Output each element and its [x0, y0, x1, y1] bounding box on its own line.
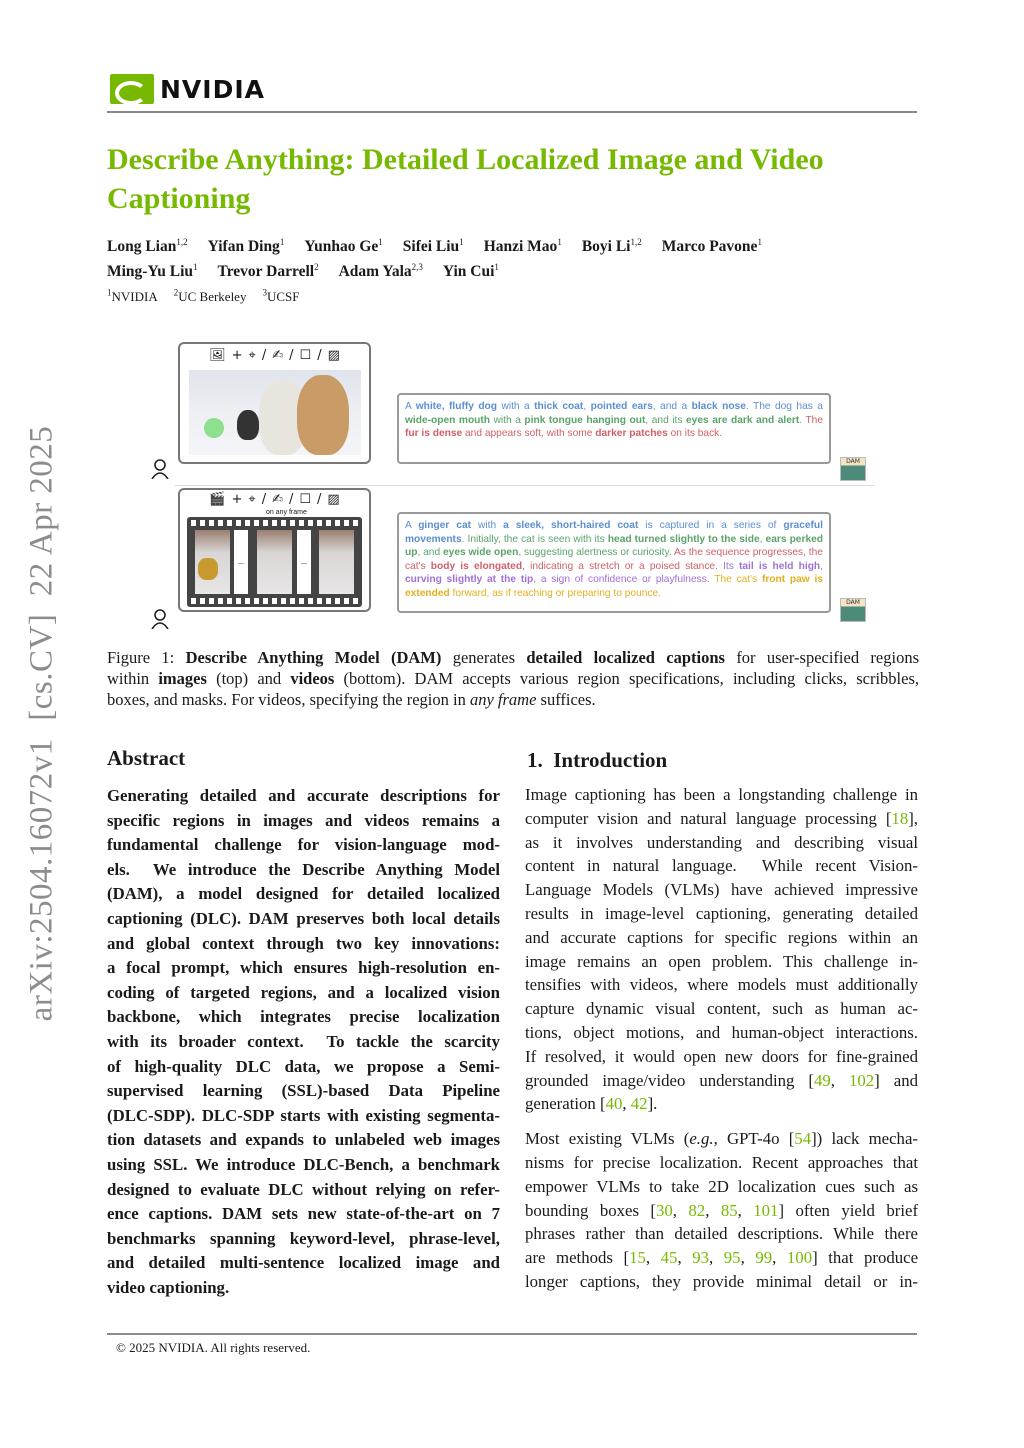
bold-text: detailed localized captions [526, 648, 725, 667]
text: suffices. [536, 690, 596, 709]
text-line [525, 1069, 918, 1093]
text: empower VLMs to take 2D localization cues such as [525, 1176, 918, 1196]
text-line [525, 1021, 918, 1045]
text: , [772, 1248, 787, 1268]
text: , [737, 1200, 754, 1220]
text-line [107, 784, 500, 809]
text: , GPT-4o [ [713, 1129, 795, 1149]
authors-row [107, 262, 519, 281]
author-affiliation-mark: 1 [459, 237, 464, 247]
affiliation-number: 2 [173, 288, 179, 298]
citation-link[interactable]: 54 [794, 1129, 812, 1149]
text-line [107, 689, 919, 710]
film-holes [191, 598, 358, 604]
text-line [525, 902, 918, 926]
caption-segment: with a [490, 414, 525, 426]
text: bounding boxes [ [525, 1200, 656, 1220]
caption-segment: pink tongue hanging out [524, 414, 646, 426]
caption-segment: The [805, 414, 823, 426]
author-affiliation-mark: 1,2 [630, 237, 642, 247]
text: els. We introduce the Describe Anything Model [107, 859, 500, 879]
text: , [672, 1200, 689, 1220]
caption-segment: and appears soft, with some [462, 428, 596, 440]
caption-segment: curving slightly at the tip [405, 574, 534, 586]
author-affiliation-mark: 1 [757, 237, 762, 247]
sep: / [289, 348, 294, 363]
caption-segment: graceful movements [405, 520, 823, 545]
author-name: Long Lian [107, 238, 177, 256]
text: within [107, 669, 159, 688]
mask-icon: ▨ [327, 492, 340, 507]
box-icon: ☐ [299, 348, 312, 363]
author-affiliation-mark: 1,2 [176, 237, 188, 247]
text-line [107, 1104, 500, 1129]
italic-text: any frame [469, 690, 537, 709]
author-name: Trevor Darrell [217, 263, 315, 281]
text: results in image-level captioning, generating detailed [525, 903, 918, 923]
caption-segment: darker patches [595, 428, 668, 440]
caption-segment: , indicating a stretch or a poised stance. [522, 560, 724, 572]
author-name: Yunhao Ge [304, 238, 379, 256]
text: with its broader context. To tackle the scarcity [107, 1031, 500, 1051]
text: (bottom). DAM accepts various region specifications, including clicks, scribbles, [334, 669, 920, 688]
authors-row [107, 237, 782, 256]
sep: / [261, 348, 267, 363]
caption-segment: , [583, 401, 591, 412]
citation-link[interactable]: 93 [692, 1248, 709, 1268]
text: computer vision and natural language processing [ [525, 808, 892, 828]
text-line [107, 882, 500, 907]
text-line [525, 1092, 918, 1116]
dam-avatar-icon: DAM [840, 598, 866, 622]
caption-segment: The cat's [714, 574, 762, 586]
citation-link[interactable]: 18 [891, 808, 909, 828]
citation-link[interactable]: 95 [723, 1248, 741, 1268]
text: longer captions, they provide minimal detail or in- [525, 1271, 918, 1291]
bold-text: Describe Anything Model (DAM) [185, 648, 442, 667]
text: Image captioning has been a longstanding challenge in [525, 785, 918, 804]
affiliation [174, 289, 247, 304]
caption-segment: . The dog has a [745, 401, 823, 412]
text: a focal prompt, which ensures high-resolution en- [107, 958, 500, 978]
text-line [107, 1276, 500, 1301]
text: and accurate captions for specific regions within an [525, 927, 918, 947]
citation-link[interactable]: 85 [720, 1200, 738, 1220]
dam-avatar-icon: DAM [840, 457, 866, 481]
text: If resolved, it would open new doors for fine-grained [525, 1046, 918, 1066]
text-line [525, 854, 918, 878]
text-line [525, 1175, 918, 1199]
caption-segment: A [405, 401, 416, 412]
text: coding of targeted regions, and a localized vision [107, 982, 500, 1002]
text-line [107, 858, 500, 883]
figure-divider [175, 485, 875, 486]
text-line [525, 1199, 918, 1223]
text-line [107, 1251, 500, 1276]
copyright: © 2025 NVIDIA. All rights reserved. [116, 1340, 311, 1355]
text-line [525, 1151, 918, 1175]
text: , [740, 1248, 756, 1268]
caption-segment: with [471, 520, 504, 531]
text: tion datasets and expands to unlabeled web images [107, 1130, 500, 1150]
caption-segment: thick coat [534, 401, 584, 412]
sep: / [288, 492, 294, 507]
author [208, 238, 285, 255]
text: generation [ [525, 1094, 606, 1114]
text-line [525, 1246, 918, 1270]
caption-segment: Its [723, 560, 739, 572]
caption-segment: black nose [691, 401, 746, 412]
text: ]) lack mecha- [811, 1129, 918, 1149]
caption-segment: fur is dense [405, 428, 463, 440]
text-line [525, 1222, 918, 1246]
citation-link[interactable]: 102 [849, 1070, 875, 1090]
author-affiliation-mark: 2,3 [411, 262, 423, 272]
scribble-icon: ✍ [272, 492, 283, 507]
header-rule [107, 111, 917, 113]
text: boxes, and masks. For videos, specifying the region in [107, 690, 470, 709]
affiliation [107, 289, 158, 304]
text-line [107, 1202, 500, 1227]
logo-text: NVIDIA [160, 74, 265, 104]
plus: + [231, 348, 243, 363]
plus: + [231, 492, 243, 507]
text: capture dynamic visual content, such as human ac- [525, 999, 918, 1019]
text: (DLC-SDP). DLC-SDP starts with existing segmenta- [107, 1105, 500, 1125]
sep: / [317, 348, 322, 363]
affiliation-number: 1 [107, 288, 112, 298]
caption-segment: eyes are dark and alert [686, 414, 800, 426]
author-name: Yifan Ding [207, 238, 280, 256]
text: using SSL. We introduce DLC-Bench, a benchmark [107, 1154, 500, 1174]
text: Generating detailed and accurate descriptions for [107, 786, 500, 805]
author [339, 263, 423, 280]
text-line [525, 831, 918, 855]
affiliation [262, 289, 299, 304]
author [107, 263, 198, 280]
intro-heading: 1. Introduction [527, 748, 668, 772]
film-holes [191, 520, 358, 526]
text-line [107, 809, 500, 834]
text: Most existing VLMs ( [525, 1129, 690, 1149]
caption-segment: As the sequence progresses, the cat's [405, 547, 823, 572]
caption-segment: ginger cat [418, 520, 472, 531]
text: of high-quality DLC data, we propose a Semi- [107, 1056, 500, 1076]
text: are methods [ [525, 1248, 630, 1268]
citation-link[interactable]: 42 [630, 1094, 648, 1114]
text: fundamental challenge for vision-language mod- [107, 835, 500, 855]
text: , [645, 1248, 661, 1268]
caption-segment: , [820, 560, 823, 572]
author-name: Hanzi Mao [483, 238, 558, 256]
citation-link[interactable]: 99 [755, 1248, 773, 1268]
text: specific regions in images and videos remains a [107, 810, 500, 830]
author-affiliation-mark: 1 [279, 237, 285, 247]
author [107, 238, 188, 255]
text-line [107, 1153, 500, 1178]
text-line [107, 907, 500, 932]
author-name: Sifei Liu [402, 238, 460, 256]
author-name: Marco Pavone [661, 238, 758, 256]
click-mask [204, 418, 224, 438]
text: tensifies with videos, where models must additionally [525, 975, 918, 995]
text-line [107, 668, 919, 689]
frame-gap: ... [297, 530, 311, 594]
text: , [709, 1248, 724, 1268]
intro-paragraph [525, 783, 918, 1116]
text: , [705, 1200, 721, 1220]
figure-caption [107, 647, 919, 710]
text: for user-specified regions [724, 648, 919, 667]
text-line [525, 997, 918, 1021]
citation-link[interactable]: 45 [660, 1248, 678, 1268]
video-filmstrip [187, 517, 362, 607]
author-affiliation-mark: 2 [314, 262, 319, 272]
text: ence captions. DAM sets new state-of-the-art on 7 [107, 1204, 500, 1224]
affiliation-name: NVIDIA [111, 289, 158, 305]
author-name: Yin Cui [442, 263, 495, 281]
caption-segment: a sleek, short-haired coat [503, 520, 639, 531]
author-affiliation-mark: 1 [557, 237, 562, 247]
citation-link[interactable]: 49 [814, 1070, 831, 1090]
text-line [107, 1005, 500, 1030]
text: tions, object motions, and human-object interactions. [525, 1022, 918, 1042]
sep: / [317, 492, 322, 507]
caption-segment: on its back. [667, 428, 723, 440]
author [304, 238, 382, 255]
text-line [107, 833, 500, 858]
author-affiliation-mark: 1 [494, 262, 499, 272]
caption-segment: , suggesting alertness or curiosity. [518, 547, 674, 559]
text: , [830, 1070, 849, 1090]
text: supervised learning (SSL)-based Data Pipeline [107, 1081, 500, 1101]
caption-segment: head turned slightly to the side [607, 533, 760, 545]
intro-paragraph [525, 1127, 918, 1294]
text: ]. [647, 1094, 658, 1114]
image-caption-box [397, 393, 831, 464]
caption-segment: white, fluffy dog [415, 401, 498, 412]
text: phrases rather than detailed descriptions. While there [525, 1224, 918, 1244]
author [582, 238, 642, 255]
caption-segment: forward, as if reaching or preparing to pounce. [449, 587, 661, 599]
text: Language Models (VLMs) have achieved impressive [525, 880, 918, 900]
text: benchmarks spanning keyword-level, phrase-level, [107, 1228, 500, 1248]
text: , [677, 1248, 693, 1268]
caption-segment: tail is held high [739, 560, 821, 572]
author-affiliation-mark: 1 [378, 237, 383, 247]
caption-segment: eyes wide open [442, 547, 519, 559]
text: ], [908, 808, 918, 828]
text-line [525, 783, 918, 807]
dogs-image [189, 370, 361, 455]
citation-link[interactable]: 15 [629, 1248, 646, 1268]
text-line [525, 807, 918, 831]
text-line [107, 1079, 500, 1104]
citation-link[interactable]: 40 [605, 1094, 623, 1114]
text-line [525, 950, 918, 974]
text-line [525, 1270, 918, 1294]
text-line [525, 973, 918, 997]
text-line [107, 1030, 500, 1055]
text-line [107, 932, 500, 957]
text-line [107, 647, 919, 668]
arxiv-stamp: arXiv:2504.16072v1 [cs.CV] 22 Apr 2025 [23, 425, 60, 1022]
caption-segment: , and its [645, 414, 686, 426]
text-line [107, 956, 500, 981]
black-dog [237, 410, 259, 440]
caption-segment: , a sign of confidence or playfulness. [533, 574, 715, 586]
video-frame [257, 530, 292, 594]
affiliation-number: 3 [262, 288, 267, 298]
text: and global context through two key innovations: [107, 933, 500, 953]
prompt-icons [180, 348, 369, 363]
paper-title [107, 140, 927, 218]
text: Figure 1: [107, 648, 186, 667]
affiliations [107, 288, 315, 305]
abstract-heading: Abstract [107, 746, 186, 770]
caption-segment: ears perked up [405, 533, 823, 559]
text: ] often yield brief [778, 1200, 919, 1220]
text-line [525, 926, 918, 950]
click-icon: ⌖ [248, 492, 256, 507]
cat-mask [198, 558, 218, 580]
italic-text: e.g. [689, 1129, 714, 1149]
caption-segment: , [759, 533, 766, 545]
text: image remains an open problem. This challenge in- [525, 951, 918, 971]
text: ] that produce [812, 1248, 919, 1268]
prompt-icons [180, 492, 369, 507]
author-affiliation-mark: 1 [193, 262, 198, 272]
text: (top) and [206, 669, 291, 688]
author [484, 238, 562, 255]
text: and detailed multi-sentence localized image and [107, 1253, 500, 1273]
author [662, 238, 762, 255]
text: captioning (DLC). DAM preserves both local details [107, 908, 500, 928]
click-icon: ⌖ [248, 348, 256, 363]
text: ] and [874, 1070, 918, 1090]
affiliation-name: UC Berkeley [178, 289, 247, 305]
bold-text: videos [290, 669, 335, 688]
video-clapper-icon: 🎬 [209, 492, 226, 507]
video-frame [319, 530, 354, 594]
sep: / [261, 492, 267, 507]
caption-segment: with a [497, 401, 535, 412]
text: nisms for precise localization. Recent approaches that [525, 1152, 918, 1172]
video-frame [195, 530, 230, 594]
video-caption-box [397, 512, 831, 613]
text-line [107, 981, 500, 1006]
affiliation-name: UCSF [266, 289, 300, 305]
caption-segment: . Initially, the cat is seen with its [461, 533, 608, 545]
text-line [107, 1227, 500, 1252]
text: content in natural language. While recent Vision- [525, 856, 918, 876]
nvidia-logo [110, 74, 265, 104]
title-line: Describe Anything: Detailed Localized Image and Video [107, 143, 824, 176]
caption-segment: front paw is extended [405, 574, 823, 599]
caption-segment: body is elongated [430, 560, 523, 572]
citation-link[interactable]: 82 [688, 1200, 706, 1220]
citation-link[interactable]: 101 [753, 1200, 779, 1220]
intro-text [525, 783, 918, 1294]
text: designed to evaluate DLC without relying on refer- [107, 1179, 500, 1199]
text-line [107, 1128, 500, 1153]
caption-segment: . [799, 414, 806, 426]
caption-segment: is captured in a series of [638, 520, 784, 531]
text-line [525, 878, 918, 902]
author-name: Adam Yala [338, 263, 412, 281]
footer-rule [107, 1333, 917, 1335]
user-icon [151, 459, 169, 479]
text: , [622, 1094, 631, 1114]
caption-segment: A [405, 520, 419, 531]
ginger-dog [297, 375, 349, 455]
text: video captioning. [107, 1277, 230, 1297]
scribble-icon: ✍ [272, 348, 284, 363]
author [218, 263, 319, 280]
text: generates [441, 648, 527, 667]
user-icon [151, 609, 169, 629]
frame-gap: ... [234, 530, 248, 594]
caption-segment: , and [417, 547, 443, 559]
caption-segment: wide-open mouth [405, 414, 491, 426]
text-line [525, 1045, 918, 1069]
image-icon: 🖼 [209, 348, 226, 363]
text: (DAM), a model designed for detailed localized [107, 884, 500, 904]
author [443, 263, 499, 280]
any-frame-label: on any frame [266, 509, 307, 516]
author-name: Boyi Li [581, 238, 631, 256]
citation-link[interactable]: 100 [786, 1248, 813, 1268]
text-line [107, 1178, 500, 1203]
author [403, 238, 464, 255]
caption-segment: , and a [652, 401, 692, 412]
text: backbone, which integrates precise localization [107, 1007, 500, 1027]
text: grounded image/video understanding [ [525, 1070, 815, 1090]
text: as it involves understanding and describing visual [525, 832, 918, 852]
caption-segment: pointed ears [590, 401, 653, 412]
box-icon: ☐ [299, 492, 312, 507]
nvidia-eye-icon [110, 74, 154, 104]
bold-text: images [158, 669, 207, 688]
text-line [525, 1127, 918, 1151]
citation-link[interactable]: 30 [656, 1200, 673, 1220]
mask-icon: ▨ [327, 348, 340, 363]
title-line: Captioning [107, 182, 251, 215]
abstract-text [107, 784, 500, 1300]
text-line [107, 1055, 500, 1080]
author-name: Ming-Yu Liu [107, 263, 193, 281]
